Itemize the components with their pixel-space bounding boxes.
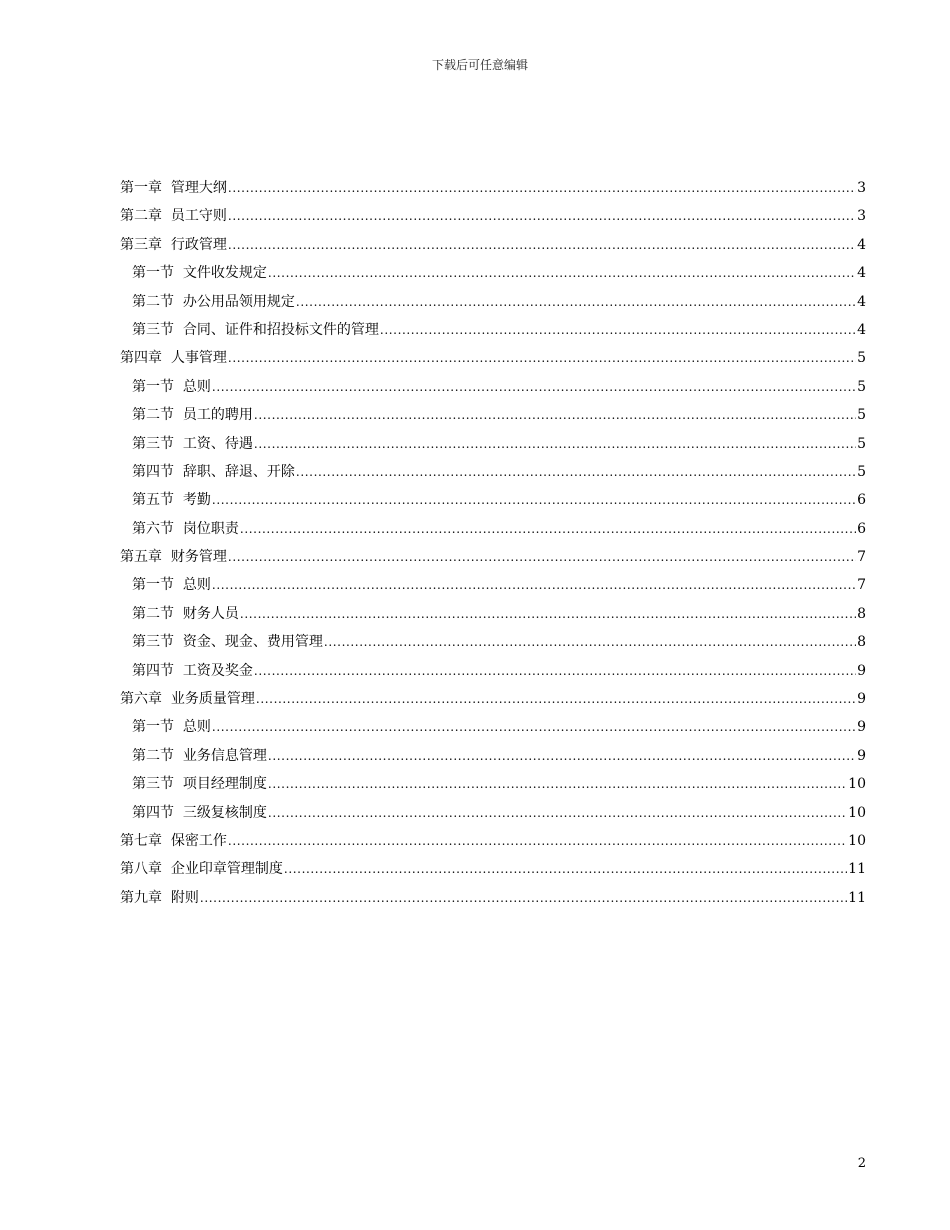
toc-entry-name: 文件收发规定: [182, 265, 267, 282]
toc-entry-page: 7: [857, 577, 866, 594]
toc-dot-leader: [240, 515, 856, 543]
toc-entry-label: 第三章: [120, 236, 162, 253]
toc-entry-page: 9: [857, 691, 866, 708]
toc-dot-leader: [212, 571, 856, 599]
toc-entry-title: [132, 373, 211, 401]
toc-entry-label: 第三节: [132, 776, 174, 793]
toc-dot-leader: [228, 174, 856, 202]
toc-entry-title: [132, 401, 253, 429]
toc-entry-name: 项目经理制度: [182, 776, 267, 793]
toc-entry-label: 第七章: [120, 832, 162, 849]
toc-dot-leader: [212, 486, 856, 514]
toc-entry-name: 资金、现金、费用管理: [182, 634, 323, 651]
toc-entry-label: 第一节: [132, 577, 174, 594]
toc-entry-label: 第一节: [132, 378, 174, 395]
toc-dot-leader: [254, 657, 856, 685]
toc-entry-page: 4: [857, 293, 866, 310]
toc-entry-name: 保密工作: [170, 832, 227, 849]
toc-dot-leader: [296, 288, 856, 316]
toc-entry-title: [132, 486, 211, 514]
toc-entry-label: 第四节: [132, 804, 174, 821]
toc-entry-title: [120, 202, 227, 230]
toc-entry-page: 6: [857, 520, 866, 537]
toc-entry-page: 5: [857, 350, 866, 367]
toc-entry-title: [120, 344, 227, 372]
toc-entry-title: [120, 855, 283, 883]
toc-entry-page: 9: [857, 719, 866, 736]
toc-entry-name: 行政管理: [170, 236, 227, 253]
toc-entry-section[interactable]: [120, 713, 866, 741]
toc-entry-name: 考勤: [182, 492, 211, 509]
toc-entry-title: [132, 713, 211, 741]
toc-entry-name: 业务质量管理: [170, 691, 255, 708]
toc-dot-leader: [228, 344, 856, 372]
toc-entry-section[interactable]: [120, 316, 866, 344]
toc-entry-title: [120, 231, 227, 259]
toc-dot-leader: [200, 884, 847, 912]
toc-entry-section[interactable]: [120, 486, 866, 514]
toc-entry-page: 5: [857, 407, 866, 424]
toc-dot-leader: [228, 827, 847, 855]
toc-entry-page: 10: [848, 776, 866, 793]
toc-entry-label: 第三节: [132, 634, 174, 651]
toc-entry-chapter[interactable]: [120, 202, 866, 230]
toc-entry-page: 5: [857, 378, 866, 395]
toc-entry-section[interactable]: [120, 458, 866, 486]
toc-entry-page: 3: [857, 180, 866, 196]
toc-entry-title: [120, 685, 255, 713]
toc-dot-leader: [324, 628, 856, 656]
toc-entry-label: 第六节: [132, 520, 174, 537]
toc-entry-title: [132, 571, 211, 599]
toc-entry-name: 辞职、辞退、开除: [182, 463, 295, 480]
toc-dot-leader: [296, 458, 856, 486]
toc-entry-name: 总则: [182, 577, 211, 594]
toc-entry-section[interactable]: [120, 430, 866, 458]
toc-entry-name: 管理大纲: [170, 180, 227, 196]
toc-dot-leader: [268, 742, 856, 770]
toc-dot-leader: [254, 430, 856, 458]
toc-entry-chapter[interactable]: [120, 174, 866, 202]
toc-entry-title: [132, 799, 267, 827]
toc-entry-page: 5: [857, 463, 866, 480]
toc-entry-name: 业务信息管理: [182, 747, 267, 764]
page-header: 下载后可任意编辑: [431, 58, 528, 72]
table-of-contents: [120, 174, 866, 912]
toc-entry-section[interactable]: [120, 288, 866, 316]
toc-dot-leader: [212, 713, 856, 741]
toc-entry-page: 8: [857, 634, 866, 651]
toc-entry-section[interactable]: [120, 770, 866, 798]
toc-entry-section[interactable]: [120, 742, 866, 770]
toc-entry-name: 人事管理: [170, 350, 227, 367]
toc-entry-title: [120, 827, 227, 855]
toc-entry-label: 第九章: [120, 889, 162, 906]
toc-entry-label: 第一节: [132, 265, 174, 282]
toc-entry-title: [132, 628, 323, 656]
toc-entry-section[interactable]: [120, 628, 866, 656]
toc-entry-chapter[interactable]: [120, 344, 866, 372]
toc-entry-page: 9: [857, 747, 866, 764]
toc-entry-section[interactable]: [120, 571, 866, 599]
toc-entry-section[interactable]: [120, 600, 866, 628]
toc-entry-title: [120, 884, 199, 912]
toc-entry-label: 第三节: [132, 435, 174, 452]
toc-entry-title: [132, 657, 253, 685]
toc-entry-label: 第五节: [132, 492, 174, 509]
toc-entry-title: [132, 600, 239, 628]
toc-dot-leader: [228, 231, 856, 259]
toc-entry-label: 第一章: [120, 180, 162, 196]
toc-entry-label: 第二节: [132, 747, 174, 764]
toc-entry-page: 4: [857, 265, 866, 282]
toc-entry-section[interactable]: [120, 401, 866, 429]
toc-dot-leader: [240, 600, 856, 628]
toc-entry-page: 6: [857, 492, 866, 509]
toc-entry-section[interactable]: [120, 259, 866, 287]
toc-entry-page: 9: [857, 662, 866, 679]
toc-dot-leader: [212, 373, 856, 401]
toc-entry-title: [132, 770, 267, 798]
toc-dot-leader: [256, 685, 856, 713]
toc-entry-name: 员工的聘用: [182, 407, 253, 424]
toc-entry-title: [120, 174, 227, 202]
toc-entry-name: 员工守则: [170, 208, 227, 225]
toc-entry-name: 办公用品领用规定: [182, 293, 295, 310]
toc-entry-label: 第二节: [132, 293, 174, 310]
toc-entry-title: [132, 430, 253, 458]
toc-entry-name: 财务人员: [182, 605, 239, 622]
toc-entry-label: 第三节: [132, 321, 174, 338]
toc-entry-label: 第四章: [120, 350, 162, 367]
toc-entry-page: 8: [857, 605, 866, 622]
toc-dot-leader: [268, 799, 847, 827]
toc-dot-leader: [268, 259, 856, 287]
toc-entry-title: [132, 515, 239, 543]
toc-entry-label: 第二章: [120, 208, 162, 225]
toc-dot-leader: [268, 770, 847, 798]
toc-entry-chapter[interactable]: [120, 231, 866, 259]
toc-entry-chapter[interactable]: [120, 855, 866, 883]
toc-entry-page: 11: [848, 889, 866, 906]
toc-entry-name: 财务管理: [170, 549, 227, 566]
toc-entry-name: 工资及奖金: [182, 662, 253, 679]
toc-entry-page: 7: [857, 549, 866, 566]
toc-entry-label: 第二节: [132, 407, 174, 424]
toc-entry-title: [132, 259, 267, 287]
toc-entry-page: 5: [857, 435, 866, 452]
toc-entry-title: [132, 458, 295, 486]
toc-entry-name: 总则: [182, 719, 211, 736]
toc-dot-leader: [228, 543, 856, 571]
toc-entry-page: 10: [848, 804, 866, 821]
toc-dot-leader: [284, 855, 847, 883]
toc-entry-page: 4: [857, 236, 866, 253]
toc-entry-label: 第四节: [132, 463, 174, 480]
toc-dot-leader: [228, 202, 856, 230]
toc-entry-label: 第六章: [120, 691, 162, 708]
toc-entry-name: 合同、证件和招投标文件的管理: [182, 321, 379, 338]
toc-entry-section[interactable]: [120, 799, 866, 827]
toc-entry-label: 第二节: [132, 605, 174, 622]
toc-dot-leader: [380, 316, 856, 344]
toc-entry-page: 3: [857, 208, 866, 225]
toc-entry-label: 第八章: [120, 861, 162, 878]
toc-entry-label: 第四节: [132, 662, 174, 679]
toc-entry-name: 总则: [182, 378, 211, 395]
toc-entry-chapter[interactable]: [120, 543, 866, 571]
toc-dot-leader: [254, 401, 856, 429]
toc-entry-section[interactable]: [120, 515, 866, 543]
toc-entry-section[interactable]: [120, 657, 866, 685]
toc-entry-chapter[interactable]: [120, 685, 866, 713]
toc-entry-page: 11: [848, 861, 866, 878]
toc-entry-page: 4: [857, 321, 866, 338]
toc-entry-label: 第五章: [120, 549, 162, 566]
toc-entry-title: [132, 288, 295, 316]
toc-entry-name: 附则: [170, 889, 199, 906]
toc-entry-chapter[interactable]: [120, 884, 866, 912]
toc-entry-chapter[interactable]: [120, 827, 866, 855]
toc-entry-title: [132, 316, 379, 344]
toc-entry-section[interactable]: [120, 373, 866, 401]
toc-entry-title: [132, 742, 267, 770]
toc-entry-name: 企业印章管理制度: [170, 861, 283, 878]
toc-entry-title: [120, 543, 227, 571]
toc-entry-label: 第一节: [132, 719, 174, 736]
toc-entry-name: 工资、待遇: [182, 435, 253, 452]
toc-entry-page: 10: [848, 832, 866, 849]
toc-entry-name: 三级复核制度: [182, 804, 267, 821]
page-number: 2: [857, 1156, 866, 1171]
toc-entry-name: 岗位职责: [182, 520, 239, 537]
